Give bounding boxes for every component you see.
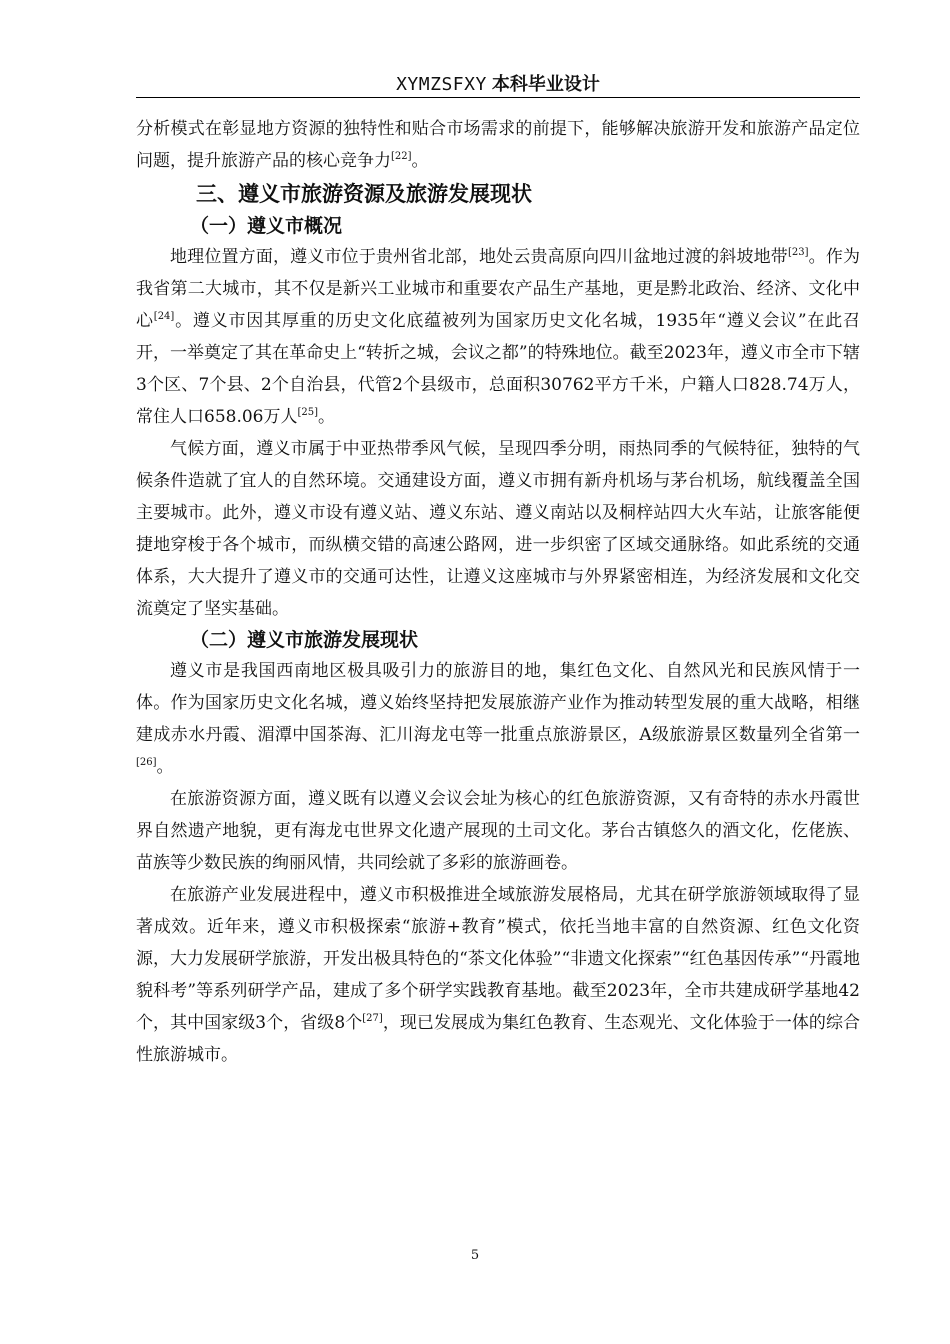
citation: [23]	[787, 247, 809, 258]
body-content	[136, 113, 860, 1071]
section-heading: 三、遵义市旅游资源及旅游发展现状	[196, 182, 532, 206]
intro-paragraph: 分析模式在彰显地方资源的独特性和贴合市场需求的前提下，能够解决旅游开发和旅游产品定位问题，提升旅游产品的核心竞争力[22]。	[136, 119, 860, 171]
citation: [26]	[136, 757, 157, 768]
page-header	[136, 70, 860, 98]
page-number: 5	[470, 1248, 480, 1263]
paragraph-study-tourism: 在旅游产业发展进程中，遵义市积极推进全域旅游发展格局，尤其在研学旅游领域取得了显著成效。近年来，遵义市积极探索“旅游+教育”模式，依托当地丰富的自然资源、红色文化资源，大力发展研学旅游，开发出极具特色的“茶文化体验”“非遗文化探索”“红色基因传承”“丹霞地貌科考”等系列研学产品，建成了多个研学实践教育基地。截至2023年，全市共建成研学基地42个，其中国家级3个，省级8个[27]，现已发展成为集红色教育、生态观光、文化体验于一体的综合性旅游城市。	[136, 885, 860, 1065]
paragraph-tourism-resources: 在旅游资源方面，遵义既有以遵义会议会址为核心的红色旅游资源，又有奇特的赤水丹霞世界自然遗产地貌，更有海龙屯世界文化遗产展现的土司文化。茅台古镇悠久的酒文化，仡佬族、苗族等少数民族的绚丽风情，共同绘就了多彩的旅游画卷。	[136, 789, 860, 873]
header-code: XYMZSFXY	[396, 74, 487, 95]
paragraph-climate-transport: 气候方面，遵义市属于中亚热带季风气候，呈现四季分明，雨热同季的气候特征，独特的气候条件造就了宜人的自然环境。交通建设方面，遵义市拥有新舟机场与茅台机场，航线覆盖全国主要城市。此外，遵义市设有遵义站、遵义东站、遵义南站以及桐梓站四大火车站，让旅客能便捷地穿梭于各个城市，而纵横交错的高速公路网，进一步织密了区域交通脉络。如此系统的交通体系，大大提升了遵义市的交通可达性，让遵义这座城市与外界紧密相连，为经济发展和文化交流奠定了坚实基础。	[136, 439, 860, 619]
citation: [22]	[391, 151, 412, 162]
subsection-heading-tourism: （二）遵义市旅游发展现状	[190, 629, 419, 651]
citation: [24]	[153, 311, 175, 322]
header-title: 本科毕业设计	[491, 74, 600, 95]
subsection-heading-overview: （一）遵义市概况	[190, 215, 343, 237]
citation: [25]	[297, 407, 319, 418]
paragraph-tourism-overview: 遵义市是我国西南地区极具吸引力的旅游目的地，集红色文化、自然风光和民族风情于一体。作为国家历史文化名城，遵义始终坚持把发展旅游产业作为推动转型发展的重大战略，相继建成赤水丹霞、湄潭中国茶海、汇川海龙屯等一批重点旅游景区，A级旅游景区数量列全省第一[26]。	[136, 661, 860, 777]
paragraph-geography: 地理位置方面，遵义市位于贵州省北部，地处云贵高原向四川盆地过渡的斜坡地带[23]。作为我省第二大城市，其不仅是新兴工业城市和重要农产品生产基地，更是黔北政治、经济、文化中心[24]。遵义市因其厚重的历史文化底蕴被列为国家历史文化名城，1935年“遵义会议”在此召开，一举奠定了其在革命史上“转折之城，会议之都”的特殊地位。截至2023年，遵义市全市下辖3个区、7个县、2个自治县，代管2个县级市，总面积30762平方千米，户籍人口828.74万人，常住人口658.06万人[25]。	[136, 247, 861, 427]
citation: [27]	[362, 1013, 383, 1024]
